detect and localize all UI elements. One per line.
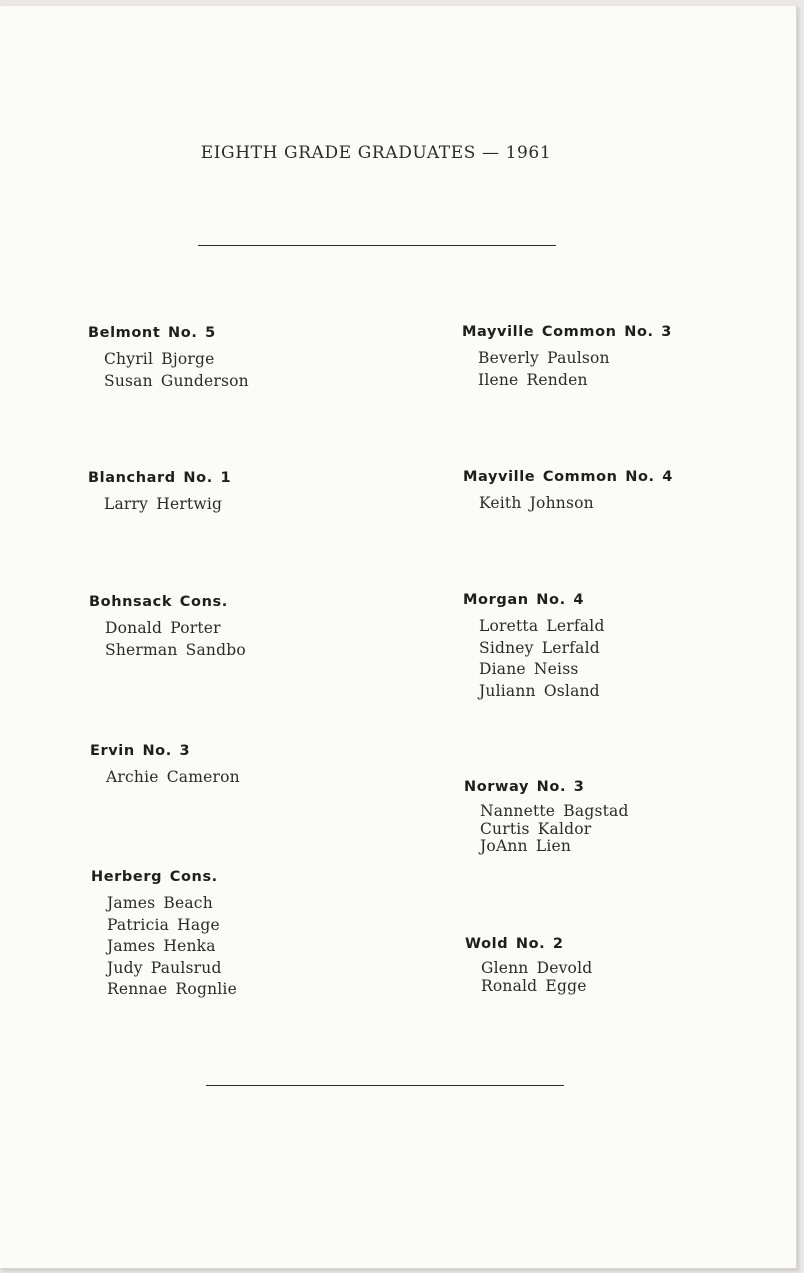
graduate-name: Donald Porter — [105, 619, 221, 637]
graduate-list — [88, 494, 231, 516]
graduate-list — [463, 616, 605, 702]
school-heading: Mayville Common No. 3 — [462, 324, 672, 340]
school-heading: Norway No. 3 — [464, 779, 585, 795]
graduate-name: Curtis Kaldor — [480, 819, 592, 838]
graduate-name: JoAnn Lien — [480, 837, 572, 855]
school-heading: Morgan No. 4 — [463, 592, 585, 608]
school-group-morgan-no-4 — [463, 592, 605, 702]
school-heading: Ervin No. 3 — [90, 743, 191, 759]
school-heading: Bohnsack Cons. — [89, 594, 228, 610]
graduate-name: Sidney Lerfald — [479, 638, 600, 657]
graduate-name: Susan Gunderson — [104, 371, 249, 390]
school-heading: Wold No. 2 — [465, 936, 564, 952]
graduate-name: Juliann Osland — [479, 681, 600, 700]
graduate-name: Chyril Bjorge — [104, 350, 215, 368]
bottom-divider — [206, 1085, 564, 1086]
graduate-list — [88, 349, 249, 392]
school-group-herberg-cons — [91, 869, 237, 1001]
graduate-list — [465, 960, 592, 995]
school-heading: Belmont No. 5 — [88, 325, 216, 341]
school-group-blanchard-no-1 — [88, 470, 231, 516]
graduate-name: James Henka — [107, 937, 216, 955]
school-group-bohnsack-cons — [89, 594, 246, 661]
graduate-name: Rennae Rognlie — [107, 980, 237, 998]
page-title: EIGHTH GRADE GRADUATES — 1961 — [200, 143, 552, 163]
graduate-name: Keith Johnson — [479, 494, 594, 512]
school-heading: Mayville Common No. 4 — [463, 469, 673, 485]
graduate-list — [91, 893, 237, 1001]
graduate-list — [463, 493, 673, 515]
graduate-name: Diane Neiss — [479, 660, 579, 678]
school-heading: Herberg Cons. — [91, 869, 218, 885]
graduate-name: Beverly Paulson — [478, 349, 610, 367]
graduate-list — [89, 618, 246, 661]
graduate-list — [464, 803, 629, 856]
graduate-name: Ronald Egge — [481, 976, 587, 995]
page — [0, 6, 797, 1269]
school-group-norway-no-3 — [464, 779, 629, 856]
graduate-name: James Beach — [107, 894, 213, 912]
school-group-belmont-no-5 — [88, 325, 249, 392]
graduate-name: Larry Hertwig — [104, 495, 223, 513]
graduate-name: Nannette Bagstad — [480, 802, 629, 820]
graduate-name: Patricia Hage — [107, 915, 220, 934]
school-group-mayville-common-no-3 — [462, 324, 672, 391]
graduate-name: Judy Paulsrud — [107, 958, 222, 977]
graduate-name: Loretta Lerfald — [479, 617, 605, 635]
graduate-name: Glenn Devold — [481, 959, 593, 977]
graduate-name: Archie Cameron — [106, 768, 240, 786]
graduate-list — [462, 348, 672, 391]
school-group-mayville-common-no-4 — [463, 469, 673, 515]
top-divider — [198, 245, 556, 246]
school-group-wold-no-2 — [465, 936, 592, 995]
school-group-ervin-no-3 — [90, 743, 240, 789]
graduate-list — [90, 767, 240, 789]
graduate-name: Ilene Renden — [478, 370, 588, 389]
school-heading: Blanchard No. 1 — [88, 470, 232, 486]
graduate-name: Sherman Sandbo — [105, 640, 246, 659]
